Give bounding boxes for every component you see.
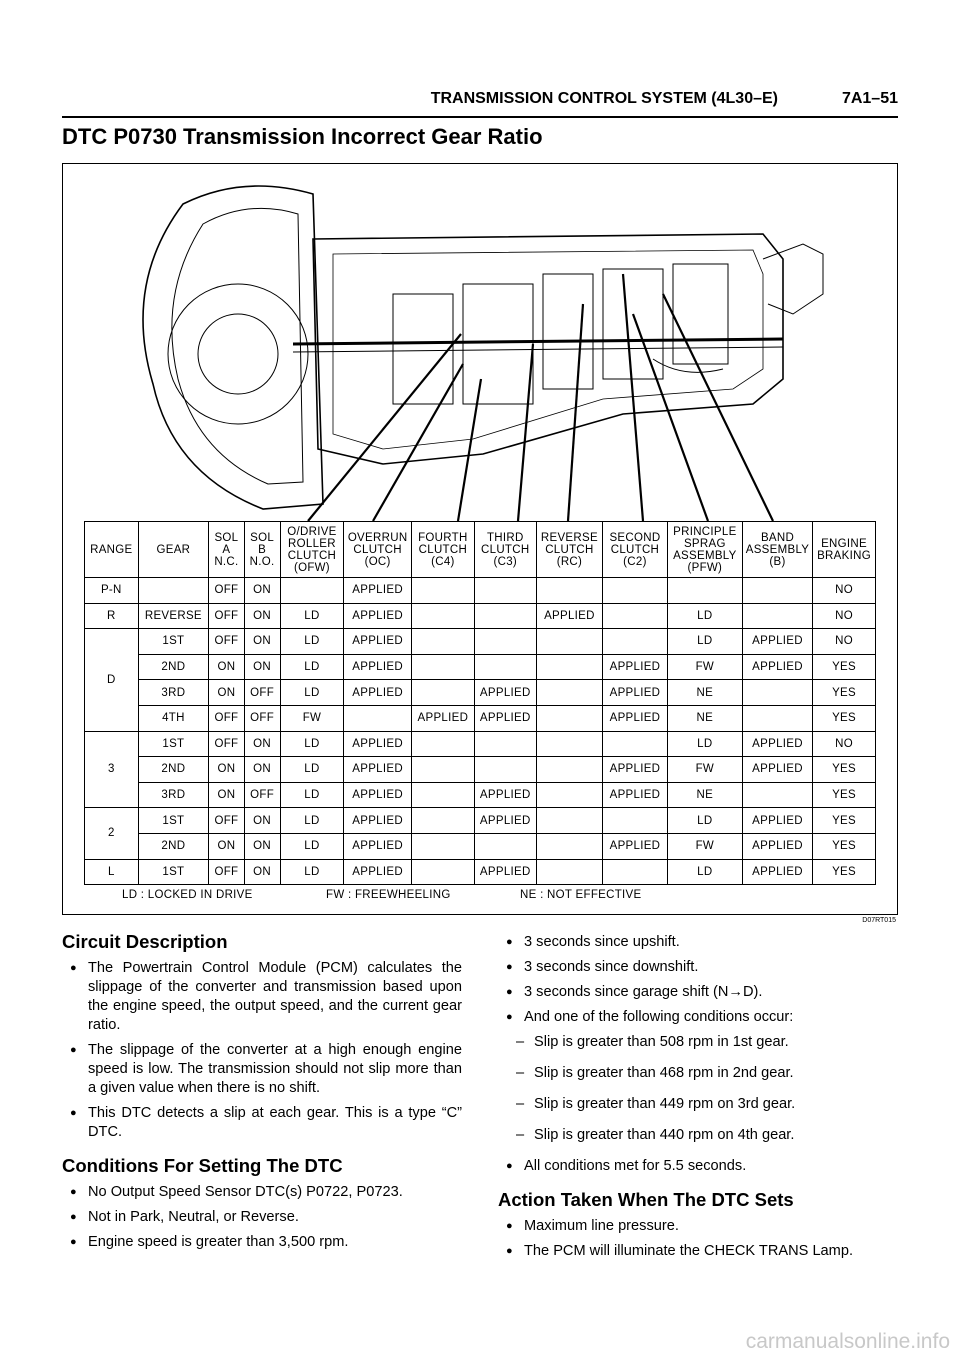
circuit-description-list bbox=[62, 959, 462, 1142]
table-cell: OFF bbox=[209, 731, 245, 757]
list-item: ● 3 seconds since upshift. bbox=[498, 933, 898, 952]
table-cell: 4TH bbox=[138, 705, 208, 731]
table-row bbox=[85, 731, 876, 757]
table-cell: APPLIED bbox=[603, 705, 667, 731]
table-cell: APPLIED bbox=[474, 782, 536, 808]
table-cell bbox=[280, 578, 344, 604]
table-cell: LD bbox=[280, 808, 344, 834]
table-cell: APPLIED bbox=[474, 859, 536, 885]
table-cell bbox=[411, 731, 474, 757]
table-cell: LD bbox=[667, 629, 742, 655]
table-cell: APPLIED bbox=[474, 808, 536, 834]
table-cell: OFF bbox=[244, 680, 280, 706]
table-cell: APPLIED bbox=[344, 680, 411, 706]
table-cell: NE bbox=[667, 705, 742, 731]
table-cell: ON bbox=[244, 833, 280, 859]
table-cell: LD bbox=[280, 731, 344, 757]
table-cell: ON bbox=[244, 654, 280, 680]
gear-application-table bbox=[84, 521, 876, 885]
table-cell: APPLIED bbox=[742, 808, 812, 834]
conditions-list bbox=[62, 1183, 462, 1252]
table-cell: YES bbox=[813, 757, 876, 783]
header-gear: GEAR bbox=[138, 522, 208, 578]
range-cell: 2 bbox=[85, 808, 139, 859]
table-cell bbox=[411, 654, 474, 680]
table-cell: ON bbox=[244, 859, 280, 885]
table-cell bbox=[536, 680, 603, 706]
table-cell bbox=[411, 603, 474, 629]
table-cell: APPLIED bbox=[603, 680, 667, 706]
table-cell: NE bbox=[667, 782, 742, 808]
table-cell: OFF bbox=[244, 705, 280, 731]
list-item: ● And one of the following conditions occur: bbox=[498, 1008, 898, 1027]
table-cell: OFF bbox=[209, 578, 245, 604]
table-cell bbox=[474, 603, 536, 629]
table-cell: OFF bbox=[209, 603, 245, 629]
table-row bbox=[85, 859, 876, 885]
table-cell: ON bbox=[244, 578, 280, 604]
table-cell: APPLIED bbox=[742, 629, 812, 655]
table-row bbox=[85, 833, 876, 859]
table-cell: ON bbox=[209, 833, 245, 859]
list-item: ● All conditions met for 5.5 seconds. bbox=[498, 1157, 898, 1176]
circuit-description-heading: Circuit Description bbox=[62, 931, 228, 952]
table-cell: NO bbox=[813, 603, 876, 629]
table-cell: OFF bbox=[244, 782, 280, 808]
table-cell bbox=[742, 680, 812, 706]
table-cell: APPLIED bbox=[344, 808, 411, 834]
header-rc: REVERSE CLUTCH (RC) bbox=[536, 522, 603, 578]
table-cell: LD bbox=[280, 680, 344, 706]
table-cell: OFF bbox=[209, 629, 245, 655]
table-cell bbox=[536, 705, 603, 731]
watermark: carmanualsonline.info bbox=[745, 1330, 950, 1353]
table-cell: FW bbox=[667, 757, 742, 783]
table-row bbox=[85, 757, 876, 783]
table-cell: FW bbox=[667, 654, 742, 680]
table-cell bbox=[411, 782, 474, 808]
legend-ld: LD : LOCKED IN DRIVE bbox=[122, 889, 253, 901]
table-cell bbox=[411, 859, 474, 885]
table-cell: 2ND bbox=[138, 757, 208, 783]
table-row bbox=[85, 654, 876, 680]
table-cell: ON bbox=[209, 680, 245, 706]
table-cell: FW bbox=[280, 705, 344, 731]
table-cell: YES bbox=[813, 808, 876, 834]
table-cell: YES bbox=[813, 654, 876, 680]
table-cell bbox=[474, 629, 536, 655]
header-engine-braking: ENGINE BRAKING bbox=[813, 522, 876, 578]
table-cell: APPLIED bbox=[344, 603, 411, 629]
header-ofw: O/DRIVE ROLLER CLUTCH (OFW) bbox=[280, 522, 344, 578]
table-cell: YES bbox=[813, 859, 876, 885]
table-cell bbox=[536, 782, 603, 808]
table-cell: YES bbox=[813, 680, 876, 706]
table-cell: APPLIED bbox=[344, 757, 411, 783]
header-sol-b: SOL B N.O. bbox=[244, 522, 280, 578]
table-cell: APPLIED bbox=[344, 859, 411, 885]
table-cell: APPLIED bbox=[603, 757, 667, 783]
table-cell: 2ND bbox=[138, 654, 208, 680]
table-cell bbox=[411, 578, 474, 604]
table-cell: LD bbox=[280, 859, 344, 885]
table-cell: 1ST bbox=[138, 629, 208, 655]
table-cell: APPLIED bbox=[344, 578, 411, 604]
table-cell bbox=[411, 629, 474, 655]
table-cell bbox=[667, 578, 742, 604]
page-header bbox=[62, 88, 898, 118]
list-item: ● 3 seconds since garage shift (N→D). bbox=[498, 983, 898, 1002]
table-cell: OFF bbox=[209, 705, 245, 731]
legend-fw: FW : FREEWHEELING bbox=[326, 889, 451, 901]
conditions-heading: Conditions For Setting The DTC bbox=[62, 1155, 343, 1176]
table-cell bbox=[474, 757, 536, 783]
table-cell: ON bbox=[209, 654, 245, 680]
header-c4: FOURTH CLUTCH (C4) bbox=[411, 522, 474, 578]
table-cell: APPLIED bbox=[344, 731, 411, 757]
page-title: DTC P0730 Transmission Incorrect Gear Ratio bbox=[62, 124, 543, 149]
table-cell: YES bbox=[813, 705, 876, 731]
table-cell: APPLIED bbox=[344, 629, 411, 655]
table-cell: LD bbox=[280, 782, 344, 808]
range-cell: P-N bbox=[85, 578, 139, 604]
table-cell: LD bbox=[667, 731, 742, 757]
table-cell bbox=[138, 578, 208, 604]
range-cell: L bbox=[85, 859, 139, 885]
table-cell bbox=[603, 603, 667, 629]
table-cell: LD bbox=[280, 833, 344, 859]
figure-id: D07RT015 bbox=[862, 917, 896, 924]
table-cell bbox=[411, 757, 474, 783]
table-cell bbox=[411, 680, 474, 706]
sub-list-item: – Slip is greater than 508 rpm in 1st gear. bbox=[498, 1033, 898, 1052]
table-cell: APPLIED bbox=[536, 603, 603, 629]
range-cell: D bbox=[85, 629, 139, 731]
table-cell: APPLIED bbox=[742, 859, 812, 885]
table-cell: LD bbox=[280, 629, 344, 655]
action-heading: Action Taken When The DTC Sets bbox=[498, 1189, 794, 1210]
list-item: ● The slippage of the converter at a high enough engine speed is low. The transmission should not slip more than a given value when there is no shift. bbox=[62, 1041, 462, 1098]
table-row bbox=[85, 578, 876, 604]
table-cell bbox=[411, 833, 474, 859]
header-range: RANGE bbox=[85, 522, 139, 578]
sub-list-item: – Slip is greater than 468 rpm in 2nd gear. bbox=[498, 1064, 898, 1083]
table-row bbox=[85, 629, 876, 655]
table-cell bbox=[603, 859, 667, 885]
table-cell bbox=[536, 578, 603, 604]
table-cell bbox=[344, 705, 411, 731]
table-row bbox=[85, 705, 876, 731]
table-cell: ON bbox=[244, 757, 280, 783]
table-cell bbox=[536, 757, 603, 783]
header-pfw: PRINCIPLE SPRAG ASSEMBLY (PFW) bbox=[667, 522, 742, 578]
table-cell: APPLIED bbox=[474, 680, 536, 706]
table-cell: ON bbox=[244, 603, 280, 629]
table-cell bbox=[603, 578, 667, 604]
conditions-list-continued bbox=[498, 933, 898, 1176]
table-cell: ON bbox=[244, 808, 280, 834]
table-cell bbox=[603, 629, 667, 655]
table-cell bbox=[474, 578, 536, 604]
table-cell bbox=[474, 654, 536, 680]
table-cell: OFF bbox=[209, 808, 245, 834]
table-cell: APPLIED bbox=[344, 833, 411, 859]
table-row bbox=[85, 680, 876, 706]
action-list bbox=[498, 1217, 898, 1261]
list-item: ● The PCM will illuminate the CHECK TRANS Lamp. bbox=[498, 1242, 898, 1261]
table-cell: APPLIED bbox=[603, 654, 667, 680]
header-band: BAND ASSEMBLY (B) bbox=[742, 522, 812, 578]
table-cell bbox=[474, 731, 536, 757]
table-cell bbox=[742, 603, 812, 629]
list-item: ● No Output Speed Sensor DTC(s) P0722, P0723. bbox=[62, 1183, 462, 1202]
range-cell: 3 bbox=[85, 731, 139, 808]
table-cell bbox=[742, 705, 812, 731]
legend-ne: NE : NOT EFFECTIVE bbox=[520, 889, 642, 901]
table-cell bbox=[536, 833, 603, 859]
table-cell: NO bbox=[813, 731, 876, 757]
list-item: ● The Powertrain Control Module (PCM) calculates the slippage of the converter and transmission based upon the engine speed, the output speed, and the current gear ratio. bbox=[62, 959, 462, 1035]
table-cell: ON bbox=[244, 731, 280, 757]
table-cell: FW bbox=[667, 833, 742, 859]
header-c3: THIRD CLUTCH (C3) bbox=[474, 522, 536, 578]
table-cell: LD bbox=[667, 859, 742, 885]
table-cell: 1ST bbox=[138, 731, 208, 757]
table-row bbox=[85, 782, 876, 808]
table-cell: 1ST bbox=[138, 859, 208, 885]
table-cell: NE bbox=[667, 680, 742, 706]
table-cell: APPLIED bbox=[474, 705, 536, 731]
table-cell: APPLIED bbox=[742, 833, 812, 859]
table-cell bbox=[536, 731, 603, 757]
list-item: ● Not in Park, Neutral, or Reverse. bbox=[62, 1208, 462, 1227]
table-cell: 3RD bbox=[138, 680, 208, 706]
page-number: 7A1–51 bbox=[841, 90, 898, 107]
table-cell: 1ST bbox=[138, 808, 208, 834]
table-cell bbox=[742, 578, 812, 604]
header-oc: OVERRUN CLUTCH (OC) bbox=[344, 522, 411, 578]
table-cell: LD bbox=[280, 757, 344, 783]
table-cell bbox=[536, 629, 603, 655]
table-cell bbox=[603, 731, 667, 757]
table-cell bbox=[536, 808, 603, 834]
sub-list-item: – Slip is greater than 449 rpm on 3rd gear. bbox=[498, 1095, 898, 1114]
table-cell: APPLIED bbox=[742, 731, 812, 757]
table-cell: APPLIED bbox=[344, 782, 411, 808]
table-cell: ON bbox=[244, 629, 280, 655]
table-cell: YES bbox=[813, 782, 876, 808]
section-title: TRANSMISSION CONTROL SYSTEM (4L30–E) bbox=[430, 90, 778, 107]
table-cell: APPLIED bbox=[344, 654, 411, 680]
table-row bbox=[85, 808, 876, 834]
table-cell: APPLIED bbox=[411, 705, 474, 731]
table-cell: NO bbox=[813, 578, 876, 604]
table-cell: APPLIED bbox=[742, 654, 812, 680]
list-item: ● Maximum line pressure. bbox=[498, 1217, 898, 1236]
table-cell: LD bbox=[667, 603, 742, 629]
table-cell: APPLIED bbox=[603, 833, 667, 859]
list-item: ● 3 seconds since downshift. bbox=[498, 958, 898, 977]
table-cell bbox=[536, 859, 603, 885]
table-cell: NO bbox=[813, 629, 876, 655]
right-column bbox=[498, 933, 898, 1267]
table-cell: YES bbox=[813, 833, 876, 859]
table-header-row bbox=[85, 522, 876, 578]
table-cell: LD bbox=[280, 654, 344, 680]
list-item: ● This DTC detects a slip at each gear. This is a type “C” DTC. bbox=[62, 1104, 462, 1142]
table-cell: APPLIED bbox=[742, 757, 812, 783]
header-sol-a: SOL A N.C. bbox=[209, 522, 245, 578]
table-cell bbox=[536, 654, 603, 680]
table-cell bbox=[742, 782, 812, 808]
table-cell: LD bbox=[667, 808, 742, 834]
left-column bbox=[62, 932, 462, 1258]
table-cell bbox=[474, 833, 536, 859]
table-row bbox=[85, 603, 876, 629]
table-cell: ON bbox=[209, 757, 245, 783]
list-item: ● Engine speed is greater than 3,500 rpm. bbox=[62, 1233, 462, 1252]
sub-list-item: – Slip is greater than 440 rpm on 4th gear. bbox=[498, 1126, 898, 1145]
table-cell: 2ND bbox=[138, 833, 208, 859]
table-cell: LD bbox=[280, 603, 344, 629]
table-cell bbox=[603, 808, 667, 834]
table-cell: OFF bbox=[209, 859, 245, 885]
header-c2: SECOND CLUTCH (C2) bbox=[603, 522, 667, 578]
range-cell: R bbox=[85, 603, 139, 629]
table-cell: REVERSE bbox=[138, 603, 208, 629]
table-cell bbox=[411, 808, 474, 834]
table-cell: APPLIED bbox=[603, 782, 667, 808]
table-cell: 3RD bbox=[138, 782, 208, 808]
table-cell: ON bbox=[209, 782, 245, 808]
